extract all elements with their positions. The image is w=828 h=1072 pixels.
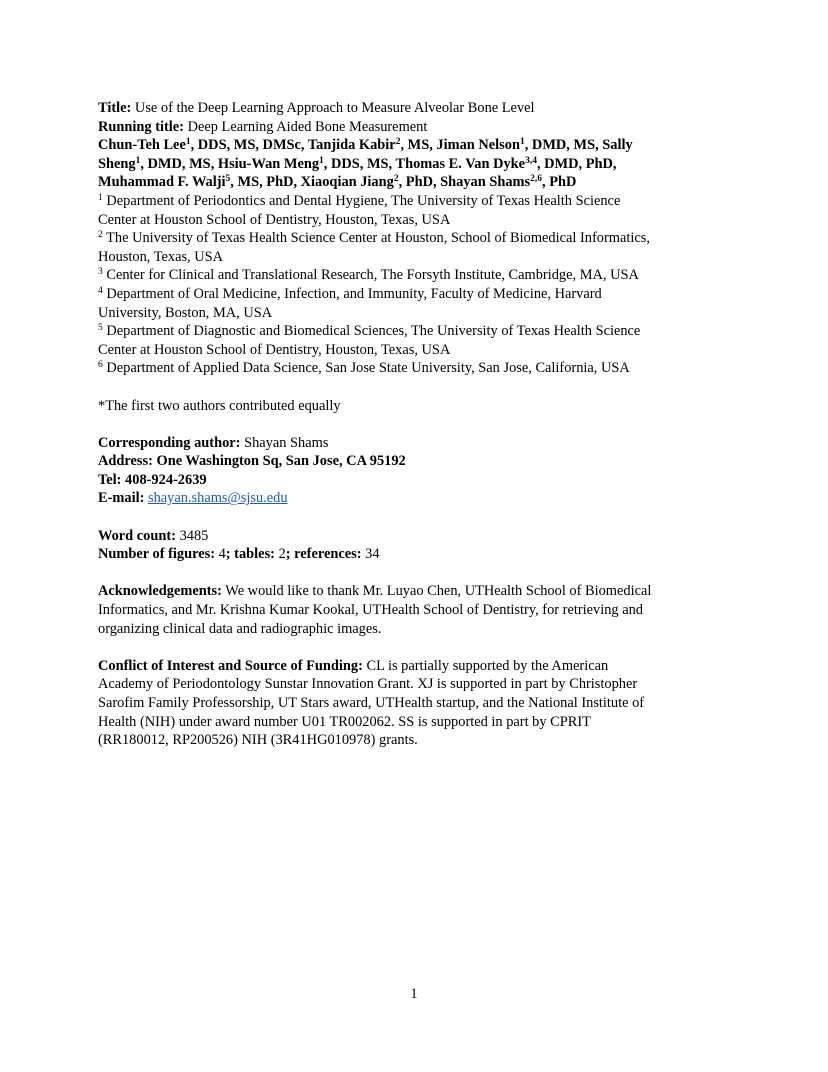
figures-value: 4 bbox=[218, 546, 226, 563]
author-list bbox=[98, 136, 738, 192]
references-label: ; references: bbox=[285, 546, 362, 563]
figure-table-count-line bbox=[98, 545, 738, 564]
affiliation-line bbox=[98, 304, 738, 323]
conflict-label: Conflict of Interest and Source of Funding: bbox=[98, 657, 363, 674]
tables-label: ; tables: bbox=[225, 546, 275, 563]
corresponding-author bbox=[98, 434, 738, 453]
acknowledgements-label: Acknowledgements: bbox=[98, 583, 222, 600]
running-title-text: Deep Learning Aided Bone Measurement bbox=[187, 118, 428, 135]
conflict-line: Sarofim Family Professorship, UT Stars award, UTHealth startup, and the National Institute of bbox=[98, 695, 645, 711]
title-label: Title: bbox=[98, 100, 132, 116]
affiliation-line bbox=[98, 285, 738, 304]
affiliation-text: Department of Periodontics and Dental Hygiene, The University of Texas Health Science bbox=[106, 192, 621, 209]
acknowledgements-section bbox=[98, 582, 738, 638]
affiliation-number: 1 bbox=[98, 192, 103, 203]
title-text: Use of the Deep Learning Approach to Measure Alveolar Bone Level bbox=[134, 100, 535, 116]
author-line bbox=[98, 173, 738, 192]
affiliation-text: Center at Houston School of Dentistry, Houston, Texas, USA bbox=[98, 341, 451, 358]
conflict-section bbox=[98, 657, 738, 750]
author-text: , DMD, PhD, bbox=[536, 155, 617, 172]
address-line: Address: One Washington Sq, San Jose, CA 95192 bbox=[98, 453, 406, 470]
references-value: 34 bbox=[365, 546, 380, 563]
affiliation-line bbox=[98, 322, 738, 341]
affiliation-number: 5 bbox=[98, 323, 103, 334]
affiliation-text: Department of Oral Medicine, Infection, and Immunity, Faculty of Medicine, Harvard bbox=[106, 285, 602, 302]
author-text: , DMD, MS, Sally bbox=[524, 137, 633, 154]
affiliation-line bbox=[98, 192, 738, 211]
author-text: , DDS, MS, Thomas E. Van Dyke bbox=[323, 155, 526, 172]
running-title-line bbox=[98, 118, 738, 137]
tables-value: 2 bbox=[278, 546, 286, 563]
corresponding-label: Corresponding author: bbox=[98, 434, 241, 451]
title-line bbox=[98, 99, 738, 118]
figures-label: Number of figures: bbox=[98, 546, 215, 563]
author-line bbox=[98, 136, 738, 155]
tel-line: Tel: 408-924-2639 bbox=[98, 471, 207, 488]
affiliation-line bbox=[98, 211, 738, 230]
email-link[interactable]: shayan.shams@sjsu.edu bbox=[147, 490, 288, 507]
author-text: , PhD bbox=[542, 174, 577, 191]
affiliation-text: Houston, Texas, USA bbox=[98, 248, 224, 265]
word-count-label: Word count: bbox=[98, 527, 176, 544]
affiliation-marker: 1 bbox=[135, 155, 141, 166]
affiliation-text: Center at Houston School of Dentistry, Houston, Texas, USA bbox=[98, 211, 451, 228]
affiliation-number: 6 bbox=[98, 360, 103, 371]
affiliation-marker: 5 bbox=[225, 174, 231, 185]
conflict-line: (RR180012, RP200526) NIH (3R41HG010978) grants. bbox=[98, 732, 418, 749]
affiliation-marker: 1 bbox=[519, 137, 525, 148]
affiliation-marker: 1 bbox=[185, 137, 191, 148]
affiliation-number: 2 bbox=[98, 230, 103, 241]
author-text: Chun-Teh Lee bbox=[98, 137, 186, 154]
affiliation-number: 3 bbox=[98, 267, 103, 278]
conflict-line: CL is partially supported by the American bbox=[366, 657, 609, 674]
affiliation-text: The University of Texas Health Science Center at Houston, School of Biomedical Informatics, bbox=[106, 230, 650, 247]
running-title-label: Running title: bbox=[98, 118, 184, 135]
email-line bbox=[98, 489, 738, 508]
author-text: Muhammad F. Walji bbox=[98, 174, 226, 191]
affiliation-line bbox=[98, 341, 738, 360]
affiliation-text: Department of Applied Data Science, San Jose State University, San Jose, California, USA bbox=[106, 360, 630, 377]
affiliation-line bbox=[98, 248, 738, 267]
affiliation-text: Department of Diagnostic and Biomedical Sciences, The University of Texas Health Science bbox=[106, 323, 641, 340]
author-line bbox=[98, 155, 738, 174]
affiliation-line bbox=[98, 266, 738, 285]
page-number: 1 bbox=[410, 986, 418, 1002]
acknowledgements-line: We would like to thank Mr. Luyao Chen, UTHealth School of Biomedical bbox=[225, 583, 652, 600]
author-text: Sheng bbox=[98, 155, 136, 172]
affiliation-marker: 2 bbox=[395, 137, 401, 148]
author-text: , MS, Jiman Nelson bbox=[400, 137, 520, 154]
conflict-line: Health (NIH) under award number U01 TR002062. SS is supported in part by CPRIT bbox=[98, 713, 591, 730]
word-count-value: 3485 bbox=[179, 527, 209, 544]
email-label: E-mail: bbox=[98, 490, 145, 507]
affiliation-number: 4 bbox=[98, 285, 103, 296]
affiliation-marker: 3,4 bbox=[525, 155, 537, 166]
affiliation-list bbox=[98, 192, 738, 378]
affiliation-line bbox=[98, 229, 738, 248]
acknowledgements-line: Informatics, and Mr. Krishna Kumar Kookal, UTHealth School of Dentistry, for retrieving and bbox=[98, 602, 643, 619]
title-page bbox=[98, 99, 738, 750]
acknowledgements-line: organizing clinical data and radiographic images. bbox=[98, 620, 382, 637]
word-count-line bbox=[98, 527, 738, 546]
author-text: , PhD, Shayan Shams bbox=[398, 174, 531, 191]
conflict-line: Academy of Periodontology Sunstar Innovation Grant. XJ is supported in part by Christopher bbox=[98, 676, 638, 693]
author-text: , MS, PhD, Xiaoqian Jiang bbox=[230, 174, 394, 191]
author-text: , DDS, MS, DMSc, Tanjida Kabir bbox=[190, 137, 396, 154]
affiliation-marker: 2,6 bbox=[530, 174, 543, 185]
author-text: , DMD, MS, Hsiu-Wan Meng bbox=[140, 155, 320, 172]
corresponding-name: Shayan Shams bbox=[244, 434, 329, 451]
equal-contribution-note: *The first two authors contributed equally bbox=[98, 397, 341, 414]
affiliation-line bbox=[98, 359, 738, 378]
affiliation-text: Center for Clinical and Translational Research, The Forsyth Institute, Cambridge, MA, USA bbox=[106, 267, 639, 284]
affiliation-text: University, Boston, MA, USA bbox=[98, 304, 273, 321]
affiliation-marker: 1 bbox=[319, 155, 324, 166]
affiliation-marker: 2 bbox=[393, 174, 399, 185]
